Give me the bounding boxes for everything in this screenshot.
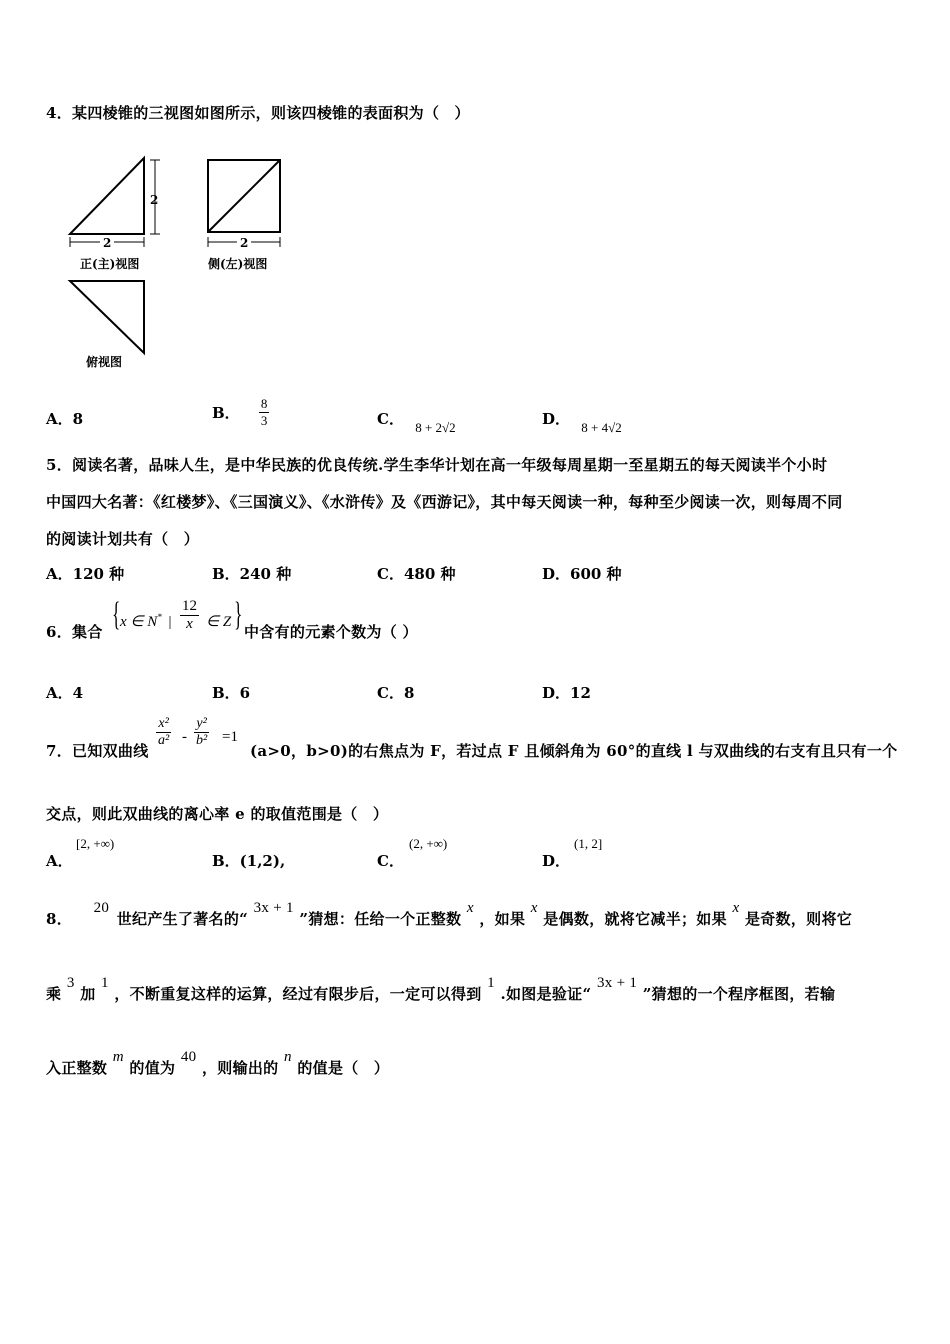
q5-option-d[interactable]: D．600 种: [542, 565, 622, 583]
q8-line-2: 乘 3 加 1 ，不断重复这样的运算，经过有限步后，一定可以得到 1 .如图是验证“ 3x + 1 ”猜想的一个程序框图，若输: [46, 975, 836, 1003]
q6-option-b[interactable]: B．6: [212, 684, 251, 702]
q5-line-3: 的阅读计划共有（ ）: [46, 530, 200, 548]
q7-option-a[interactable]: A． [2, +∞): [46, 836, 115, 870]
front-view-triangle: [70, 158, 144, 234]
front-width-dim: 2: [103, 236, 112, 250]
q7-hyperbola-equation: $\frac{\text{x²}}{\text{a²}}$ - $\frac{\text{y²}}{\text{b²}}$ =1: [158, 716, 238, 748]
q4-option-d[interactable]: D． 8 + 4√2: [542, 410, 622, 435]
q7-prefix: 7．已知双曲线: [46, 742, 149, 760]
q7-line-1-rest: (a>0，b>0)的右焦点为 F，若过点 F 且倾斜角为 60°的直线 l 与双曲线的右支有且只有一个: [250, 742, 898, 760]
side-view-diagonal: [208, 160, 280, 232]
front-height-dim: 2: [150, 193, 159, 207]
q5-option-b[interactable]: B．240 种: [212, 565, 292, 583]
q5-option-c[interactable]: C．480 种: [377, 565, 456, 583]
q6-prefix: 6．集合: [46, 623, 103, 641]
q4-option-c[interactable]: C． 8 + 2√2: [377, 410, 456, 435]
q6-option-a[interactable]: A．4: [46, 684, 84, 702]
q5-line-2: 中国四大名著：《红楼梦》、《三国演义》、《水浒传》及《西游记》，其中每天阅读一种，每种至少阅读一次，则每周不同: [46, 493, 843, 511]
q4-option-a[interactable]: A．8: [46, 410, 84, 428]
q6-suffix: 中含有的元素个数为（ ）: [244, 623, 418, 641]
front-view-label: 正(主)视图: [80, 257, 140, 271]
q6-option-c[interactable]: C．8: [377, 684, 415, 702]
q7-option-b[interactable]: B．(1,2),: [212, 852, 286, 870]
q7-option-c[interactable]: C． (2, +∞): [377, 836, 448, 870]
q4-stem: 4．某四棱锥的三视图如图所示，则该四棱锥的表面积为（ ）: [46, 104, 470, 122]
q6-option-d[interactable]: D．12: [542, 684, 591, 702]
top-view-triangle: [70, 281, 144, 353]
q8-line-3: 入正整数 m 的值为 40 ，则输出的 n 的值是（ ）: [46, 1049, 390, 1077]
side-view-label: 侧(左)视图: [208, 257, 268, 271]
q7-line-2: 交点，则此双曲线的离心率 e 的取值范围是（ ）: [46, 805, 389, 823]
q5-line-1: 5．阅读名著，品味人生，是中华民族的优良传统.学生李华计划在高一年级每周星期一至星期五的每天阅读半个小时: [46, 456, 828, 474]
side-width-dim: 2: [240, 236, 249, 250]
three-view-figure: [60, 150, 300, 380]
q7-option-d[interactable]: D． (1, 2]: [542, 836, 603, 870]
top-view-label: 俯视图: [86, 355, 123, 369]
q4-option-b[interactable]: B． $\frac{8}{3}$: [212, 396, 268, 428]
q5-option-a[interactable]: A．120 种: [46, 565, 125, 583]
q8-line-1: 8． 20 世纪产生了著名的“ 3x + 1 ”猜想：任给一个正整数 x ，如果 x 是偶数，就将它减半；如果 x 是奇数，则将它: [46, 900, 853, 928]
